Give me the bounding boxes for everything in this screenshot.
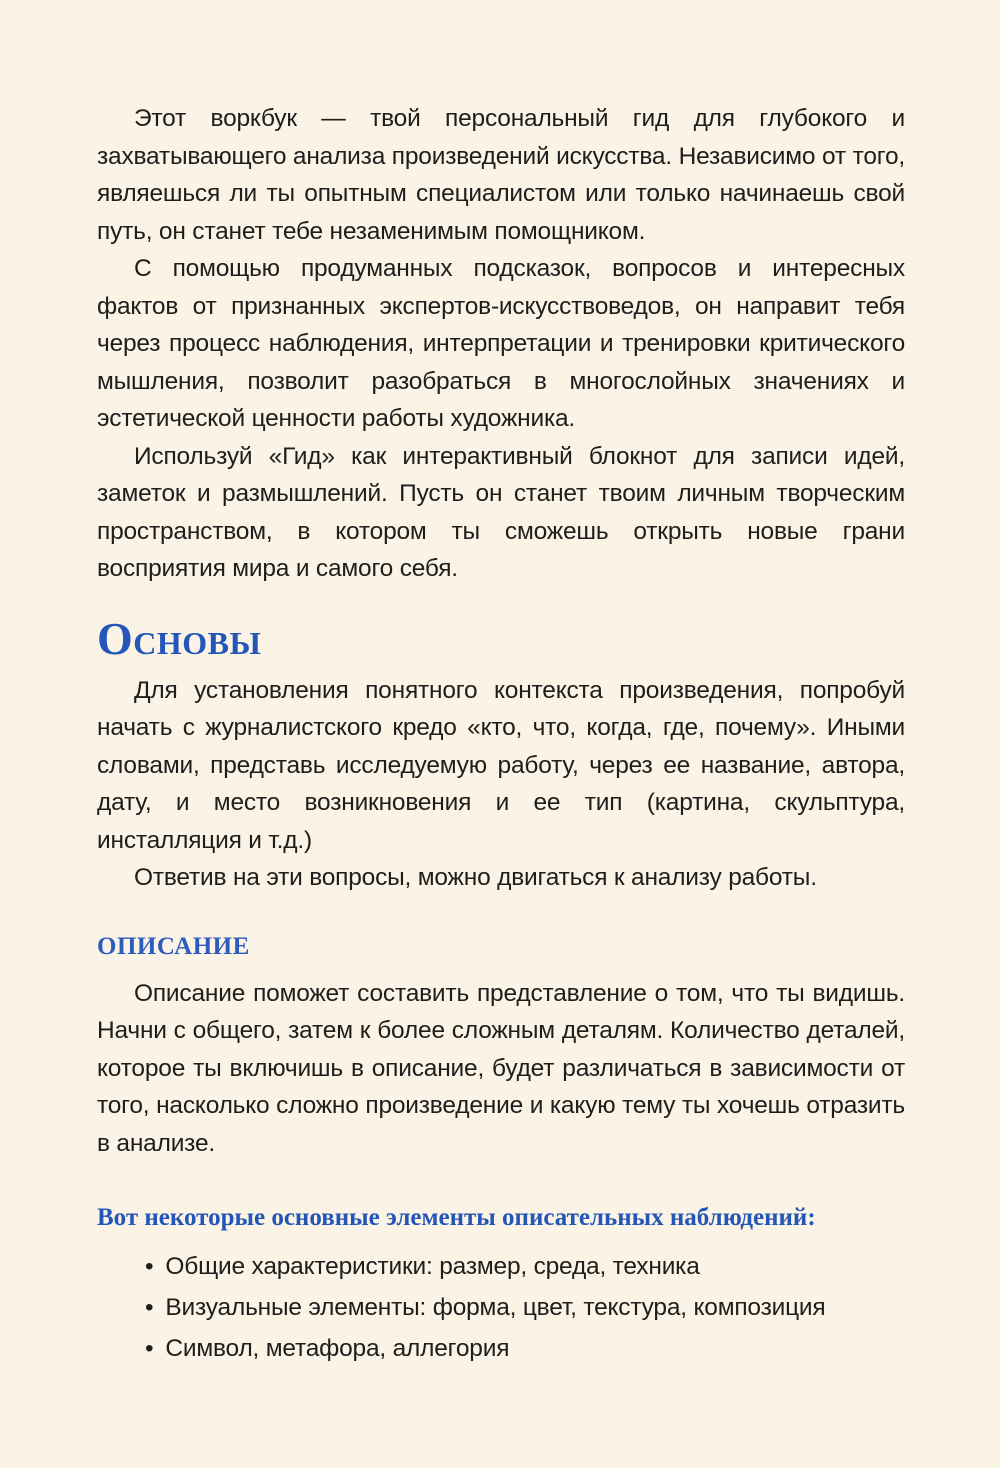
intro-paragraph-1: Этот воркбук — твой персональный гид для глубокого и захватывающего анализа произведений искусства. Независимо от того, являешься ли ты опытным специалистом или только начинаешь свой путь, он станет тебе незаменимым помощником. [97, 105, 905, 245]
basics-paragraph-1: Для установления понятного контекста произведения, попробуй начать с журналистского кредо «кто, что, когда, где, почему». Иными словами, представь исследуемую работу, через ее название, автора, дату, и место возникновения и ее тип (картина, скульптура, инсталляция и т.д.) [97, 676, 905, 854]
description-paragraph: Описание поможет составить представление о том, что ты видишь. Начни с общего, затем к более сложным деталям. Количество деталей, которое ты включишь в описание, будет различаться в зависимости от того, насколько сложно произведение и какую тему ты хочешь отразить в анализе. [97, 979, 905, 1157]
intro-paragraph-3: Используй «Гид» как интерактивный блокнот для записи идей, заметок и размышлений. Пусть он станет твоим личным творческим пространством, в котором ты сможешь открыть новые грани восприятия мира и самого себя. [97, 442, 905, 582]
list-item-text: Символ, метафора, аллегория [165, 1335, 510, 1362]
basics-paragraph-2: Ответив на эти вопросы, можно двигаться к анализу работы. [134, 864, 817, 891]
elements-list-intro: Вот некоторые основные элементы описательных наблюдений: [97, 1204, 816, 1231]
subsection-title-description: ОПИСАНИЕ [97, 932, 250, 960]
list-item-text: Визуальные элементы: форма, цвет, текстура, композиция [165, 1294, 826, 1321]
bullet-icon: • [145, 1294, 154, 1321]
list-item [145, 1287, 905, 1328]
intro-paragraph-2: С помощью продуманных подсказок, вопросов и интересных фактов от признанных экспертов-искусствоведов, он направит тебя через процесс наблюдения, интерпретации и тренировки критического мышления, позволит разобраться в многослойных значениях и эстетической ценности работы художника. [97, 255, 905, 432]
section-title-basics: Основы [97, 612, 262, 664]
elements-list [97, 1246, 905, 1369]
bullet-icon: • [145, 1335, 154, 1362]
list-item [145, 1246, 905, 1287]
bullet-icon: • [145, 1253, 154, 1280]
list-item [145, 1328, 905, 1369]
list-item-text: Общие характеристики: размер, среда, техника [165, 1253, 700, 1280]
